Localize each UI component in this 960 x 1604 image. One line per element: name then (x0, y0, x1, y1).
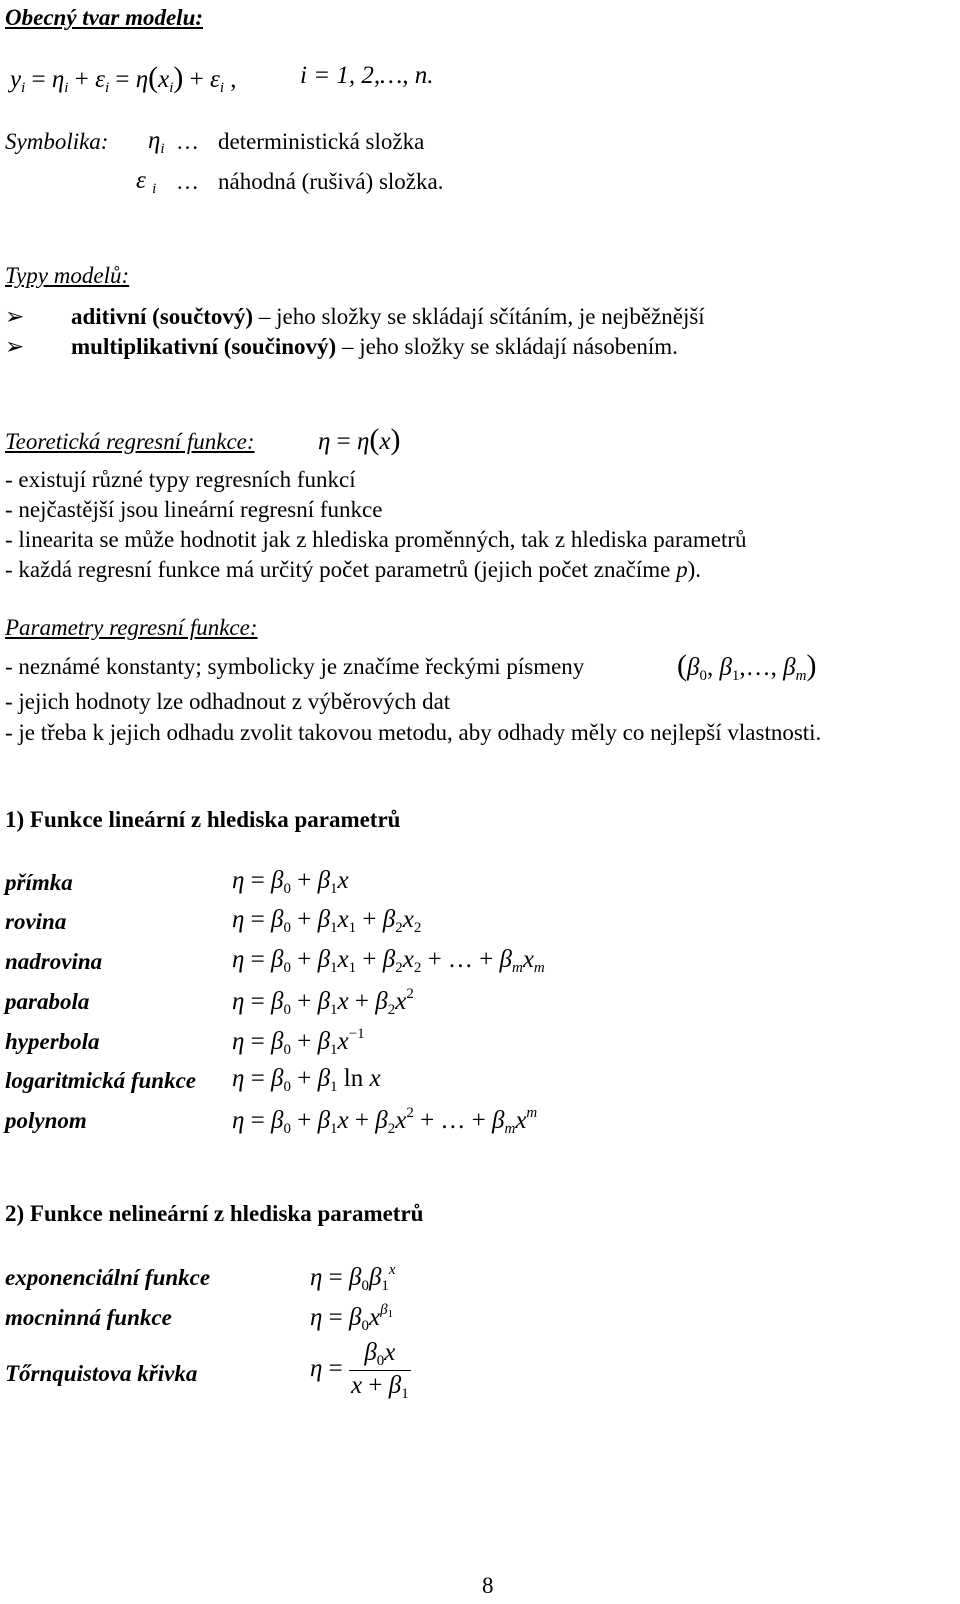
model-type-item (5, 303, 705, 331)
theoretical-heading: Teoretická regresní funkce: (5, 429, 255, 454)
theoretical-bullet: - linearita se může hodnotit jak z hlediska proměnných, tak z hlediska parametrů (5, 527, 747, 552)
function-formula: $\eta = \beta_0 + \beta_1x$ (232, 867, 349, 897)
theoretical-bullet: - existují různé typy regresních funkcí (5, 467, 356, 492)
function-formula: $\eta = \beta_0 + \beta_1$ ln x (232, 1065, 381, 1095)
parameters-bullet: - jejich hodnoty lze odhadnout z výběrových dat (5, 689, 451, 714)
epsilon-dots: … (176, 169, 199, 194)
function-name: parabola (5, 989, 90, 1014)
model-type-desc: – jeho složky se skládají sčítáním, je nejběžnější (253, 304, 705, 329)
function-formula: $\eta = \beta_0x^{\beta_1}$ (310, 1302, 394, 1334)
function-name: polynom (5, 1108, 87, 1133)
function-name: mocninná funkce (5, 1305, 172, 1330)
model-equation: $y_i = \eta_i + \varepsilon_i = \eta(x_i) + \varepsilon_i$ , (10, 61, 237, 96)
page-number: 8 (482, 1573, 494, 1598)
nonlinear-heading: 2) Funkce nelineární z hlediska parametrů (5, 1201, 424, 1226)
parameters-vector: ($\beta_0$, $\beta_1,\dots$, $\beta_m$) (677, 649, 817, 684)
eta-dots: … (176, 129, 199, 154)
model-type-term: multiplikativní (součinový) (71, 334, 337, 359)
function-formula: $\eta = \beta_0\beta_1^x$ (310, 1262, 396, 1294)
function-formula: $\eta = \beta_0 + \beta_1x + \beta_2x^2$ + … + $\beta_mx^m$ (232, 1105, 538, 1137)
function-name: logaritmická funkce (5, 1068, 197, 1093)
theoretical-bullet: - každá regresní funkce má určitý počet parametrů (jejich počet značíme p). (5, 557, 702, 582)
model-heading: Obecný tvar modelu: (5, 5, 204, 30)
function-formula: $\eta = \beta_0 + \beta_1x^{-1}$ (232, 1026, 365, 1058)
function-name: rovina (5, 909, 67, 934)
function-name: Tőrnquistova křivka (5, 1361, 198, 1386)
eta-symbol: $\eta_i$ (148, 127, 165, 157)
function-name: exponenciální funkce (5, 1265, 211, 1290)
arrow-bullet-icon: ➢ (5, 334, 25, 359)
function-name: nadrovina (5, 949, 103, 974)
function-name: přímka (5, 870, 73, 895)
function-name: hyperbola (5, 1029, 100, 1054)
model-index-range: i = 1, 2,…, n. (300, 62, 434, 89)
model-type-item (5, 333, 678, 361)
parameters-bullet: - je třeba k jejich odhadu zvolit takovou metodu, aby odhady měly co nejlepší vlastnosti. (5, 720, 822, 745)
symbolics-label: Symbolika: (5, 129, 109, 154)
function-formula: $\eta = \beta_0 + \beta_1x + \beta_2x^2$ (232, 986, 414, 1018)
function-formula: $\eta = \beta_0 + \beta_1x_1 + \beta_2x_2$ (232, 906, 422, 936)
function-formula: η = $\frac{\beta_0x}{x + \beta_1}$ (310, 1339, 409, 1402)
model-type-desc: – jeho složky se skládají násobením. (336, 334, 678, 359)
epsilon-symbol: ε $_i$ (136, 167, 157, 197)
theoretical-bullet: - nejčastější jsou lineární regresní funkce (5, 497, 383, 522)
parameters-heading: Parametry regresní funkce: (5, 615, 258, 640)
linear-heading: 1) Funkce lineární z hlediska parametrů (5, 807, 401, 832)
parameters-bullet: - neznámé konstanty; symbolicky je značíme řeckými písmeny (5, 654, 585, 679)
theoretical-equation: η = η(x) (318, 423, 401, 456)
arrow-bullet-icon: ➢ (5, 304, 25, 329)
model-type-term: aditivní (součtový) (71, 304, 254, 329)
epsilon-description: náhodná (rušivá) složka. (218, 169, 444, 194)
eta-description: deterministická složka (218, 129, 425, 154)
function-formula: $\eta = \beta_0 + \beta_1x_1 + \beta_2x_2$ + … + $\beta_mx_m$ (232, 946, 545, 976)
model-types-heading: Typy modelů: (5, 263, 130, 288)
